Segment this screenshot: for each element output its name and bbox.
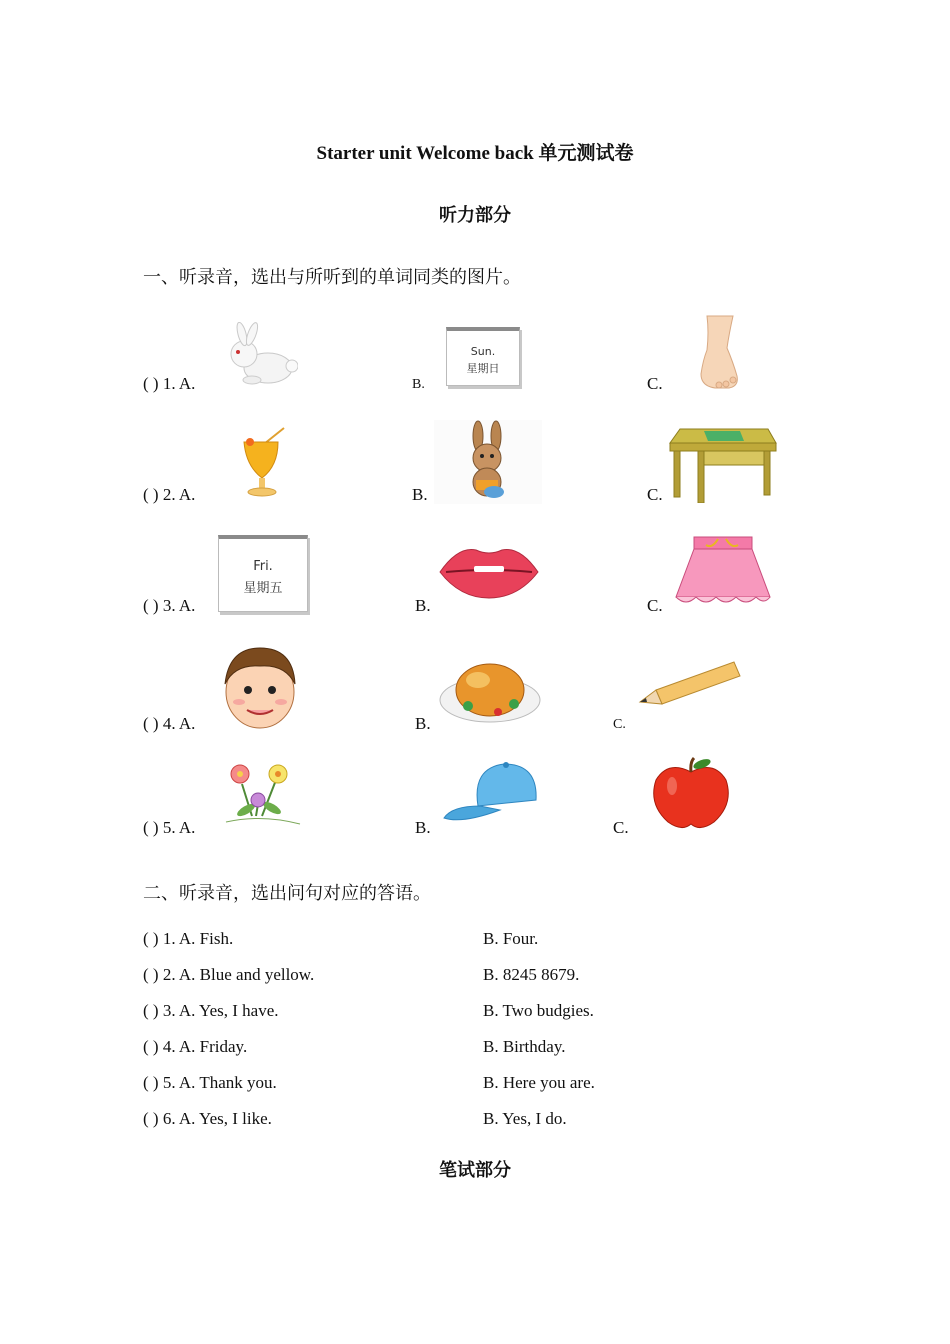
skirt-icon	[672, 535, 774, 607]
juice-glass-icon	[238, 426, 288, 500]
p2-q1-option-a: ( ) 1. A. Fish.	[143, 929, 234, 948]
p2-q5-option-b: B. Here you are.	[483, 1073, 595, 1092]
p2-q4-option-b: B. Birthday.	[483, 1037, 566, 1056]
mouth-icon	[438, 544, 540, 600]
q3-option-b: B.	[415, 596, 431, 615]
calendar-fri-cn: 星期五	[243, 581, 283, 596]
writing-heading: 笔试部分	[439, 1160, 511, 1181]
calendar-sun-cn: 星期日	[466, 362, 500, 375]
desk-icon	[668, 427, 778, 503]
toy-rabbit-icon	[434, 420, 542, 504]
q2-label: ( ) 2. A.	[143, 485, 196, 504]
q2-option-b: B.	[412, 485, 428, 504]
cap-icon	[442, 760, 540, 826]
rabbit-icon	[222, 322, 298, 388]
q3-label: ( ) 3. A.	[143, 596, 196, 615]
q4-option-b: B.	[415, 714, 431, 733]
q1-option-c: C.	[647, 374, 663, 393]
q1-option-b: B.	[412, 377, 425, 392]
boy-face-icon	[219, 644, 301, 730]
p2-q5-option-a: ( ) 5. A. Thank you.	[143, 1073, 277, 1092]
p2-q2-option-a: ( ) 2. A. Blue and yellow.	[143, 965, 315, 984]
listening-heading: 听力部分	[439, 205, 511, 226]
pencil-icon	[638, 660, 742, 706]
q5-label: ( ) 5. A.	[143, 818, 196, 837]
q5-option-b: B.	[415, 818, 431, 837]
q4-option-c: C.	[613, 717, 626, 732]
q2-option-c: C.	[647, 485, 663, 504]
p2-q3-option-a: ( ) 3. A. Yes, I have.	[143, 1001, 279, 1020]
foot-icon	[693, 314, 747, 392]
q1-label: ( ) 1. A.	[143, 374, 196, 393]
p2-q3-option-b: B. Two budgies.	[483, 1001, 594, 1020]
chicken-dish-icon	[438, 644, 542, 726]
calendar-sun-en: Sun.	[470, 345, 496, 358]
p2-q1-option-b: B. Four.	[483, 929, 539, 948]
calendar-friday-icon	[218, 535, 308, 612]
p2-q4-option-a: ( ) 4. A. Friday.	[143, 1037, 248, 1056]
page-title: Starter unit Welcome back 单元测试卷	[316, 143, 634, 164]
p2-q6-option-b: B. Yes, I do.	[483, 1109, 567, 1128]
q3-option-c: C.	[647, 596, 663, 615]
flowers-icon	[222, 760, 304, 828]
q5-option-c: C.	[613, 818, 629, 837]
p2-q2-option-b: B. 8245 8679.	[483, 965, 580, 984]
calendar-fri-en: Fri.	[253, 559, 273, 574]
apple-icon	[648, 756, 734, 832]
part1-instruction: 一、听录音，选出与所听到的单词同类的图片。	[143, 267, 521, 288]
calendar-sunday-icon	[446, 327, 520, 386]
part2-instruction: 二、听录音，选出问句对应的答语。	[143, 883, 431, 904]
p2-q6-option-a: ( ) 6. A. Yes, I like.	[143, 1109, 272, 1128]
q4-label: ( ) 4. A.	[143, 714, 196, 733]
